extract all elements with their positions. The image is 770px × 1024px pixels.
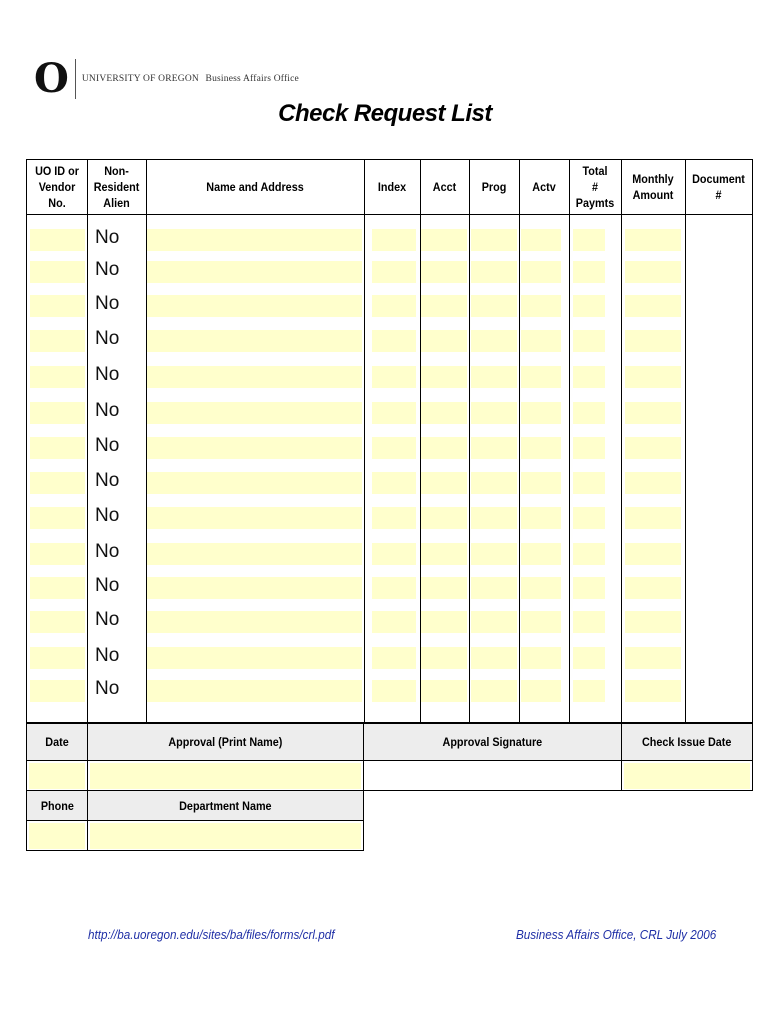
total-paymts-field[interactable] [573,611,605,633]
non-resident-alien-value[interactable]: No [95,609,120,630]
uo-id-field[interactable] [30,402,85,424]
header-index: Index [377,180,407,194]
total-paymts-field[interactable] [573,507,605,529]
actv-field[interactable] [521,577,561,599]
name-address-field[interactable] [147,366,362,388]
prog-field[interactable] [471,543,517,565]
non-resident-alien-value[interactable]: No [95,435,120,456]
non-resident-alien-value[interactable]: No [95,470,120,491]
non-resident-alien-value[interactable]: No [95,645,120,666]
uo-id-field[interactable] [30,472,85,494]
index-field[interactable] [372,611,416,633]
column-divider [621,160,622,722]
total-paymts-field[interactable] [573,229,605,251]
name-address-field[interactable] [147,330,362,352]
prog-field[interactable] [471,472,517,494]
column-divider [569,160,570,722]
total-paymts-field[interactable] [573,543,605,565]
monthly-amount-field[interactable] [625,577,681,599]
monthly-amount-field[interactable] [625,229,681,251]
name-address-field[interactable] [147,507,362,529]
column-divider [87,160,88,722]
uo-id-field[interactable] [30,577,85,599]
actv-field[interactable] [521,472,561,494]
name-address-field[interactable] [147,229,362,251]
date-header: Date [27,724,87,761]
actv-field[interactable] [521,402,561,424]
name-address-field[interactable] [147,295,362,317]
acct-field[interactable] [421,507,467,529]
header-acct: Acct [432,180,457,194]
prog-field[interactable] [471,229,517,251]
header-total-paymts: Total # Paymts [575,164,615,210]
total-paymts-field[interactable] [573,402,605,424]
actv-field[interactable] [521,543,561,565]
logo-university: UNIVERSITY OF OREGON [81,74,199,84]
department-name-field[interactable] [90,823,361,849]
prog-field[interactable] [471,437,517,459]
name-address-field[interactable] [147,437,362,459]
monthly-amount-field[interactable] [625,330,681,352]
uo-id-field[interactable] [30,647,85,669]
column-divider [685,160,686,722]
non-resident-alien-value[interactable]: No [95,575,120,596]
approval-signature-header: Approval Signature [364,724,621,761]
total-paymts-field[interactable] [573,366,605,388]
index-field[interactable] [372,577,416,599]
logo-divider [75,59,76,99]
total-paymts-field[interactable] [573,647,605,669]
uo-id-field[interactable] [30,543,85,565]
monthly-amount-field[interactable] [625,507,681,529]
index-field[interactable] [372,229,416,251]
logo-office: Business Affairs Office [205,74,299,84]
check-request-table [26,159,753,723]
acct-field[interactable] [421,577,467,599]
prog-field[interactable] [471,261,517,283]
total-paymts-field[interactable] [573,472,605,494]
actv-field[interactable] [521,647,561,669]
name-address-field[interactable] [147,680,362,702]
prog-field[interactable] [471,295,517,317]
department-name-header: Department Name [88,791,363,821]
name-address-field[interactable] [147,261,362,283]
prog-field[interactable] [471,611,517,633]
actv-field[interactable] [521,507,561,529]
acct-field[interactable] [421,680,467,702]
monthly-amount-field[interactable] [625,543,681,565]
non-resident-alien-value[interactable]: No [95,505,120,526]
total-paymts-field[interactable] [573,330,605,352]
non-resident-alien-value[interactable]: No [95,541,120,562]
acct-field[interactable] [421,647,467,669]
index-field[interactable] [372,402,416,424]
non-resident-alien-value[interactable]: No [95,328,120,349]
actv-field[interactable] [521,366,561,388]
acct-field[interactable] [421,437,467,459]
index-field[interactable] [372,507,416,529]
uo-id-field[interactable] [30,611,85,633]
monthly-amount-field[interactable] [625,472,681,494]
total-paymts-field[interactable] [573,437,605,459]
form-url[interactable]: http://ba.uoregon.edu/sites/ba/files/forms/crl.pdf [88,927,335,942]
header-non-resident-alien: Non- Resident Alien [93,164,140,210]
uo-id-field[interactable] [30,295,85,317]
monthly-amount-field[interactable] [625,647,681,669]
actv-field[interactable] [521,437,561,459]
header-actv: Actv [532,180,556,194]
prog-field[interactable] [471,402,517,424]
total-paymts-field[interactable] [573,577,605,599]
monthly-amount-field[interactable] [625,402,681,424]
monthly-amount-field[interactable] [625,295,681,317]
prog-field[interactable] [471,647,517,669]
prog-field[interactable] [471,680,517,702]
approval-divider [87,724,88,790]
non-resident-alien-value[interactable]: No [95,227,120,248]
monthly-amount-field[interactable] [625,680,681,702]
phone-field[interactable] [29,823,85,849]
non-resident-alien-value[interactable]: No [95,678,120,699]
acct-field[interactable] [421,295,467,317]
header-uo-id: UO ID or Vendor No. [35,164,79,210]
approval-print-name-field[interactable] [90,763,361,789]
uo-id-field[interactable] [30,229,85,251]
name-address-field[interactable] [147,402,362,424]
prog-field[interactable] [471,330,517,352]
index-field[interactable] [372,261,416,283]
header-divider [27,214,752,215]
index-field[interactable] [372,295,416,317]
prog-field[interactable] [471,577,517,599]
acct-field[interactable] [421,543,467,565]
form-credit: Business Affairs Office, CRL July 2006 [516,927,717,942]
uo-id-field[interactable] [30,507,85,529]
name-address-field[interactable] [147,543,362,565]
actv-field[interactable] [521,330,561,352]
acct-field[interactable] [421,611,467,633]
actv-field[interactable] [521,611,561,633]
date-field[interactable] [29,763,85,789]
header-monthly-amount: Monthly Amount [632,172,674,202]
phone-header: Phone [27,791,87,821]
actv-field[interactable] [521,261,561,283]
index-field[interactable] [372,647,416,669]
name-address-field[interactable] [147,611,362,633]
non-resident-alien-value[interactable]: No [95,259,120,280]
approval-divider [621,724,622,790]
column-divider [364,160,365,722]
header-name-and-address: Name and Address [206,180,304,194]
page-title: Check Request List [278,100,492,127]
uo-id-field[interactable] [30,261,85,283]
column-divider [519,160,520,722]
logo-text [82,74,299,84]
contact-divider [87,791,88,850]
actv-field[interactable] [521,680,561,702]
non-resident-alien-value[interactable]: No [95,293,120,314]
monthly-amount-field[interactable] [625,366,681,388]
logo-mark: O [34,55,69,102]
prog-field[interactable] [471,507,517,529]
total-paymts-field[interactable] [573,680,605,702]
monthly-amount-field[interactable] [625,437,681,459]
acct-field[interactable] [421,261,467,283]
check-issue-date-field[interactable] [624,763,750,789]
index-field[interactable] [372,680,416,702]
uo-id-field[interactable] [30,330,85,352]
index-field[interactable] [372,472,416,494]
non-resident-alien-value[interactable]: No [95,364,120,385]
uo-id-field[interactable] [30,680,85,702]
header-document-number: Document # [692,172,745,202]
header-prog: Prog [481,180,507,194]
acct-field[interactable] [421,402,467,424]
index-field[interactable] [372,543,416,565]
column-divider [469,160,470,722]
index-field[interactable] [372,330,416,352]
name-address-field[interactable] [147,647,362,669]
actv-field[interactable] [521,229,561,251]
index-field[interactable] [372,437,416,459]
university-logo [34,55,299,102]
acct-field[interactable] [421,472,467,494]
uo-id-field[interactable] [30,437,85,459]
acct-field[interactable] [421,366,467,388]
name-address-field[interactable] [147,577,362,599]
approval-signature-field[interactable] [364,762,621,790]
prog-field[interactable] [471,366,517,388]
total-paymts-field[interactable] [573,295,605,317]
monthly-amount-field[interactable] [625,261,681,283]
total-paymts-field[interactable] [573,261,605,283]
non-resident-alien-value[interactable]: No [95,400,120,421]
acct-field[interactable] [421,330,467,352]
index-field[interactable] [372,366,416,388]
actv-field[interactable] [521,295,561,317]
uo-id-field[interactable] [30,366,85,388]
monthly-amount-field[interactable] [625,611,681,633]
check-issue-date-header: Check Issue Date [622,724,752,761]
acct-field[interactable] [421,229,467,251]
approval-print-name-header: Approval (Print Name) [88,724,363,761]
name-address-field[interactable] [147,472,362,494]
